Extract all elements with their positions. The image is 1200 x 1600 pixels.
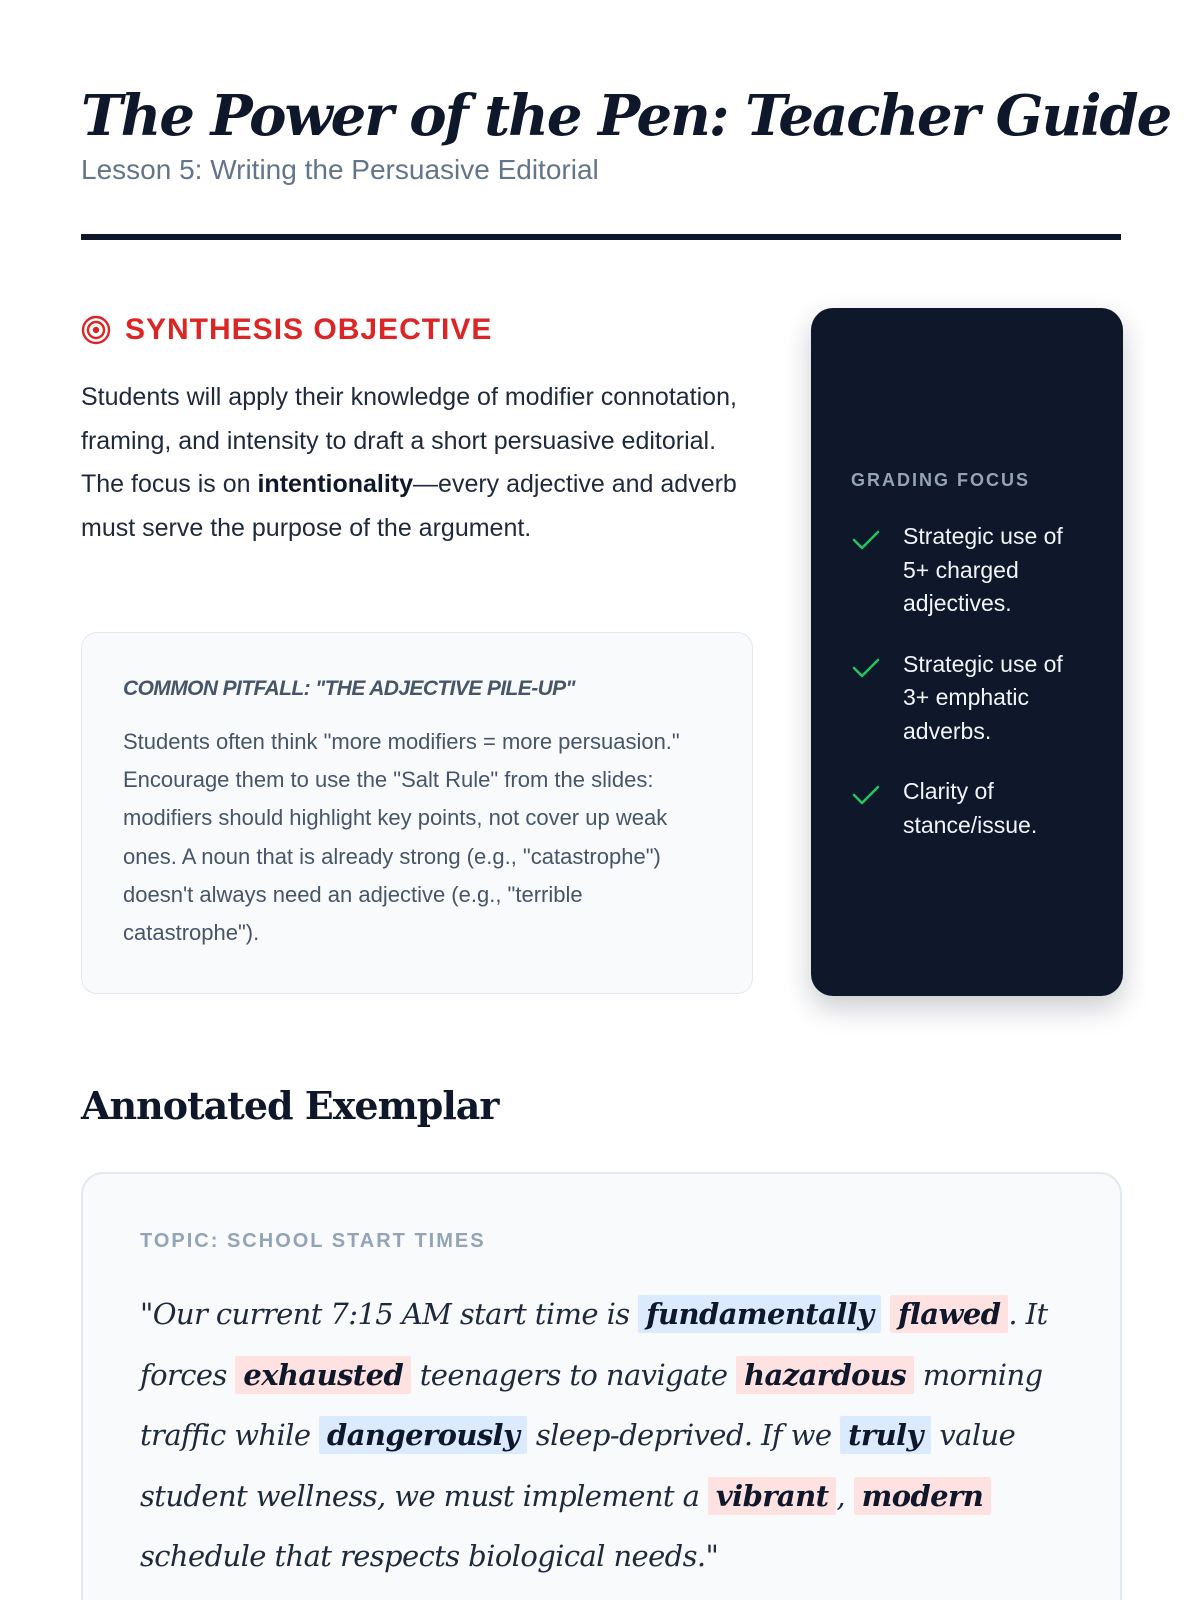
passage-text: teenagers to navigate: [411, 1357, 737, 1392]
highlighted-adjective: exhausted: [235, 1356, 411, 1394]
grading-criterion-text: Clarity of stance/issue.: [903, 778, 1038, 838]
objective-heading: [81, 312, 492, 348]
grading-criterion: [851, 648, 1093, 749]
passage-text: sleep-deprived. If we: [527, 1418, 841, 1452]
grading-criterion: [851, 775, 1093, 842]
grading-criterion-text: Strategic use of 3+ emphatic adverbs.: [903, 650, 1063, 744]
passage-text: ,: [836, 1478, 854, 1513]
highlighted-adverb: fundamentally: [638, 1295, 881, 1333]
exemplar-passage: [140, 1284, 1080, 1587]
highlighted-adverb: dangerously: [319, 1416, 527, 1454]
objective-label: SYNTHESIS OBJECTIVE: [125, 313, 493, 346]
grading-focus-card: [811, 308, 1123, 996]
passage-text: [881, 1297, 890, 1331]
highlighted-adjective: hazardous: [736, 1356, 914, 1394]
objective-emphasis: intentionality: [257, 470, 414, 498]
grading-criterion: [851, 520, 1093, 621]
passage-text: schedule that respects biological needs.": [140, 1539, 719, 1573]
pitfall-body: Students often think "more modifiers = more persuasion." Encourage them to use the "Salt Rule" from the slides: modifiers should highlight key points, not cover up weak ones. A noun that is already strong (e.g., "catastrophe") doesn't always need an adjective (e.g., "terrible catastrophe").: [123, 729, 680, 946]
passage-text: morning traffic while: [140, 1357, 1043, 1452]
passage-text: value student wellness, we must implement a: [140, 1418, 1016, 1513]
exemplar-heading: Annotated Exemplar: [81, 1083, 499, 1128]
pitfall-callout: [81, 632, 753, 994]
grading-criterion-text: Strategic use of 5+ charged adjectives.: [903, 523, 1063, 616]
highlighted-adverb: truly: [840, 1416, 931, 1454]
exemplar-card: [81, 1172, 1122, 1600]
check-icon: [851, 656, 881, 680]
exemplar-topic: TOPIC: SCHOOL START TIMES: [140, 1230, 486, 1252]
lesson-subtitle: Lesson 5: Writing the Persuasive Editorial: [81, 154, 599, 185]
target-icon: [81, 315, 111, 345]
highlighted-adjective: modern: [854, 1477, 992, 1515]
pitfall-title: COMMON PITFALL: "THE ADJECTIVE PILE-UP": [123, 677, 575, 700]
objective-text: [81, 376, 761, 550]
header-divider: [81, 234, 1121, 240]
objective-text-end: —every adjective and adverb must serve the purpose of the argument.: [81, 470, 737, 542]
objective-text-start: Students will apply their knowledge of modifier connotation, framing, and intensity to draft a short persuasive editorial. The focus is on: [81, 383, 737, 498]
check-icon: [851, 528, 881, 552]
highlighted-adjective: vibrant: [708, 1477, 837, 1515]
passage-text: "Our current 7:15 AM start time is: [140, 1297, 639, 1331]
passage-text: . It forces: [140, 1297, 1048, 1392]
check-icon: [851, 783, 881, 807]
highlighted-adjective: flawed: [890, 1295, 1008, 1333]
grading-focus-label: GRADING FOCUS: [851, 470, 1030, 490]
grading-criteria-list: [851, 520, 1093, 842]
page-title: The Power of the Pen: Teacher Guide: [81, 83, 1171, 149]
